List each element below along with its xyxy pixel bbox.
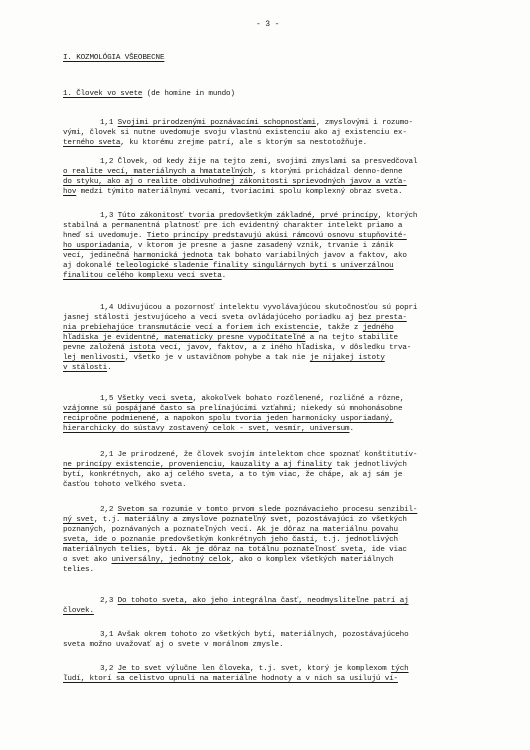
- text-span: 3,1 Avšak okrem tohoto zo všetkých bytí, materiálnych, pozostávajúceho: [100, 631, 409, 639]
- underlined-text: Ak je dôraz na totálnu poznateľnosť sveta: [182, 546, 363, 554]
- text-line: [63, 515, 407, 525]
- text-span: časťou tohoto veľkého sveta.: [63, 481, 187, 489]
- text-span: , zmyslovými i rozumo-: [315, 119, 413, 127]
- text-line: [63, 177, 407, 187]
- underlined-text: sveta, ide o poznanie predovšetkým konkrétnych jeho častí: [63, 536, 315, 544]
- underlined-text: Do tohoto sveta, ako jeho integrálna časť, neodmysliteľne patrí aj: [117, 597, 409, 605]
- text-span: o svet ako: [63, 556, 112, 564]
- text-span: , ide viac: [362, 546, 407, 554]
- text-line: [100, 630, 409, 640]
- text-span: materiálnych telies, bytí.: [63, 546, 182, 554]
- text-line: [100, 303, 417, 313]
- text-span: bytí, konkrétnych, ako aj celého sveta, a to tým viac, že chápe, ak aj sám je: [63, 471, 403, 479]
- text-span: .: [221, 272, 227, 280]
- text-span: , ku ktorému zrejme patrí, ale s ktorým sa nestotožňuje.: [120, 139, 368, 147]
- text-line: [63, 323, 394, 333]
- page-number: - 3 -: [256, 20, 280, 29]
- text-span: sveta možno uvažovať aj o svete v morálnom zmysle.: [63, 641, 284, 649]
- text-span: , t.j. materiálny a zmyslove poznateľný svet, pozostávajúci zo všetkých: [93, 516, 407, 524]
- text-span: tak jednotlivých: [331, 461, 407, 469]
- underlined-text: jedného: [362, 324, 394, 332]
- text-span: medzi týmito materiálnymi vecami, tvoriacimi spolu komplexný obraz sveta.: [76, 188, 403, 196]
- text-line: [63, 333, 398, 343]
- text-span: , t.j. jednotlivých: [314, 536, 398, 544]
- text-span: 3,2: [100, 665, 118, 673]
- text-line: [100, 118, 413, 128]
- underlined-text: Tieto princípy predstavujú akúsi rámcovú osnovu stupňovité-: [146, 232, 407, 240]
- text-span: , akokoľvek bohato rozčlenené, rozličné a rôzne,: [192, 395, 405, 403]
- underlined-text: vzájomne sú pospájané často sa prelínajúcimi vzťahmi: [63, 405, 293, 413]
- text-line: [63, 460, 407, 470]
- text-line: [100, 211, 417, 221]
- text-line: [63, 167, 402, 177]
- underlined-text: ný svet: [63, 516, 94, 524]
- underlined-text: recipročne podmienené: [63, 415, 156, 423]
- text-line: [100, 505, 417, 515]
- text-span: , všetko je v ustavičnom pohybe a tak nie: [124, 354, 310, 362]
- text-span: pevne založená: [63, 344, 130, 352]
- text-line: [63, 313, 407, 323]
- text-span: , t.j. svet, ktorý je komplexom: [249, 665, 391, 673]
- text-span: .: [349, 425, 354, 433]
- text-line: [63, 261, 394, 271]
- text-line: [63, 565, 94, 575]
- text-span: vými, človek si nutne uvedomuje svoju vlastnú existenciu ako aj existenciu ex-: [63, 129, 407, 137]
- text-span: stabilná a permanentná platnosť pre ich evidentný charakter intelekt priamo a: [63, 222, 403, 230]
- text-span: a na tejto stabilite: [305, 334, 398, 342]
- text-line: [63, 187, 402, 197]
- underlined-text: Túto zákonitosť tvoria predovšetkým základné, prvé princípy: [117, 212, 378, 220]
- text-line: [63, 404, 402, 414]
- underlined-text: hov: [63, 188, 77, 196]
- text-line: [63, 555, 394, 565]
- text-line: [100, 664, 409, 674]
- text-span: hneď si uvedomuje.: [63, 232, 147, 240]
- underlined-text: Svojimi prirodzenými poznávacími schopnosťami: [117, 119, 316, 127]
- text-span: vecí, jedinečná: [63, 252, 134, 260]
- underlined-text: je nijakej istoty: [309, 354, 385, 362]
- chapter-heading: I. KOZMOLÓGIA VŠEOBECNE: [63, 54, 165, 62]
- underlined-text: harmonická jednota: [133, 252, 213, 260]
- text-span: telies.: [63, 566, 94, 574]
- text-line: [100, 450, 417, 460]
- text-span: tak bohato variabilných javov a faktov, ako: [212, 252, 407, 260]
- underlined-text: človek.: [63, 607, 94, 615]
- text-span: 1,5: [100, 395, 118, 403]
- text-line: [63, 535, 398, 545]
- text-line: [63, 241, 394, 251]
- text-span: 1,3: [100, 212, 118, 220]
- text-line: [63, 343, 411, 353]
- text-line: [100, 394, 404, 404]
- text-line: [63, 128, 407, 138]
- text-span: , ako o komplex všetkých materiálnych: [230, 556, 394, 564]
- text-span: 1,1: [100, 119, 118, 127]
- text-span: 1,4 Udivujúcou a pozornosť intelektu vyvolávajúcou skutočnosťou sú popri: [100, 304, 418, 312]
- text-line: [63, 640, 283, 650]
- text-span: 2,2: [100, 506, 118, 514]
- text-line: [63, 414, 394, 424]
- text-line: [63, 606, 94, 616]
- text-line: [63, 138, 367, 148]
- text-line: [63, 525, 398, 535]
- text-line: [63, 271, 226, 281]
- underlined-text: do styku, ako aj o realite obdivuhodnej zákonitosti sprievodných javov a vzťa-: [63, 178, 407, 186]
- text-span: ; niekedy sú mnohonásobne: [292, 405, 403, 413]
- section-heading: [63, 89, 235, 99]
- text-span: jasnej stálosti jestvujúceho a vecí sveta ovládajúceho poriadku aj: [63, 314, 359, 322]
- text-span: , a napokon: [155, 415, 209, 423]
- underlined-text: Ak je dôraz na materiálnu povahu: [256, 526, 398, 534]
- underlined-text: ľudí, ktorí sa celistvo upnuli na materiálne hodnoty a v nich sa usilujú ví-: [63, 675, 398, 683]
- text-line: [63, 424, 354, 434]
- underlined-text: finalitou celého komplexu vecí sveta: [63, 272, 222, 280]
- section-title: 1. Človek vo svete: [63, 90, 143, 98]
- text-line: [63, 251, 407, 261]
- underlined-text: istota: [129, 344, 156, 352]
- section-subtitle: (de homine in mundo): [142, 90, 235, 98]
- text-line: [63, 480, 186, 490]
- underlined-text: o realite vecí, materiálnych a hmatateľných: [63, 168, 253, 176]
- text-span: poznaných, poznávaných a poznateľných vecí.: [63, 526, 257, 534]
- text-span: , v ktorom je presne a jasne zasadený vznik, trvanie i zánik: [129, 242, 394, 250]
- text-span: , ktorých: [377, 212, 418, 220]
- text-span: , takže z: [318, 324, 363, 332]
- text-line: [100, 596, 409, 606]
- underlined-text: terného sveta: [63, 139, 121, 147]
- underlined-text: Svetom sa rozumie v tomto prvom slede poznávacieho procesu senzibil-: [117, 506, 418, 514]
- text-line: [63, 470, 402, 480]
- underlined-text: hľadiska je evidentné, matematicky presne vypočítateľné: [63, 334, 306, 342]
- text-span: vecí, javov, faktov, a z iného hľadiska, v dôsledku trva-: [155, 344, 412, 352]
- text-span: 2,1 Je prirodzené, že človek svojím intelektom chce spoznať konštitutív-: [100, 451, 418, 459]
- text-span: 1,2 Človek, od kedy žije na tejto zemi, svojimi zmyslami sa presvedčoval: [100, 158, 418, 166]
- text-line: [63, 221, 402, 231]
- underlined-text: tých: [390, 665, 409, 673]
- text-line: [63, 353, 385, 363]
- text-span: 2,3: [100, 597, 118, 605]
- text-span: aj dokonalé: [63, 262, 116, 270]
- underlined-text: lej menlivosti: [63, 354, 125, 362]
- underlined-text: spolu tvoria jeden harmonicky usporiadaný,: [208, 415, 394, 423]
- underlined-text: teleologické sladenie finality singulárnych bytí s univerzálnou: [115, 262, 394, 270]
- text-line: [63, 545, 407, 555]
- text-line: [63, 363, 112, 373]
- text-span: .: [107, 364, 112, 372]
- underlined-text: Všetky veci sveta: [117, 395, 193, 403]
- underlined-text: v stálosti: [63, 364, 108, 372]
- underlined-text: ne princípy existencie, provenienciu, kauzality a aj finality: [63, 461, 332, 469]
- underlined-text: Je to svet výlučne len človeka: [117, 665, 250, 673]
- underlined-text: hierarchicky do sústavy zostavený celok - svet, vesmír, universum: [63, 425, 350, 433]
- text-line: [63, 674, 398, 684]
- text-line: [63, 231, 407, 241]
- underlined-text: nia prebiehajúce transmutácie vecí a foriem ich existencie: [63, 324, 319, 332]
- text-line: [100, 157, 417, 167]
- underlined-text: universálny, jednotný celok: [111, 556, 231, 564]
- text-span: , s ktorými prichádzal denno-denne: [252, 168, 403, 176]
- underlined-text: ho usporiadania: [63, 242, 130, 250]
- underlined-text: bez presta-: [358, 314, 407, 322]
